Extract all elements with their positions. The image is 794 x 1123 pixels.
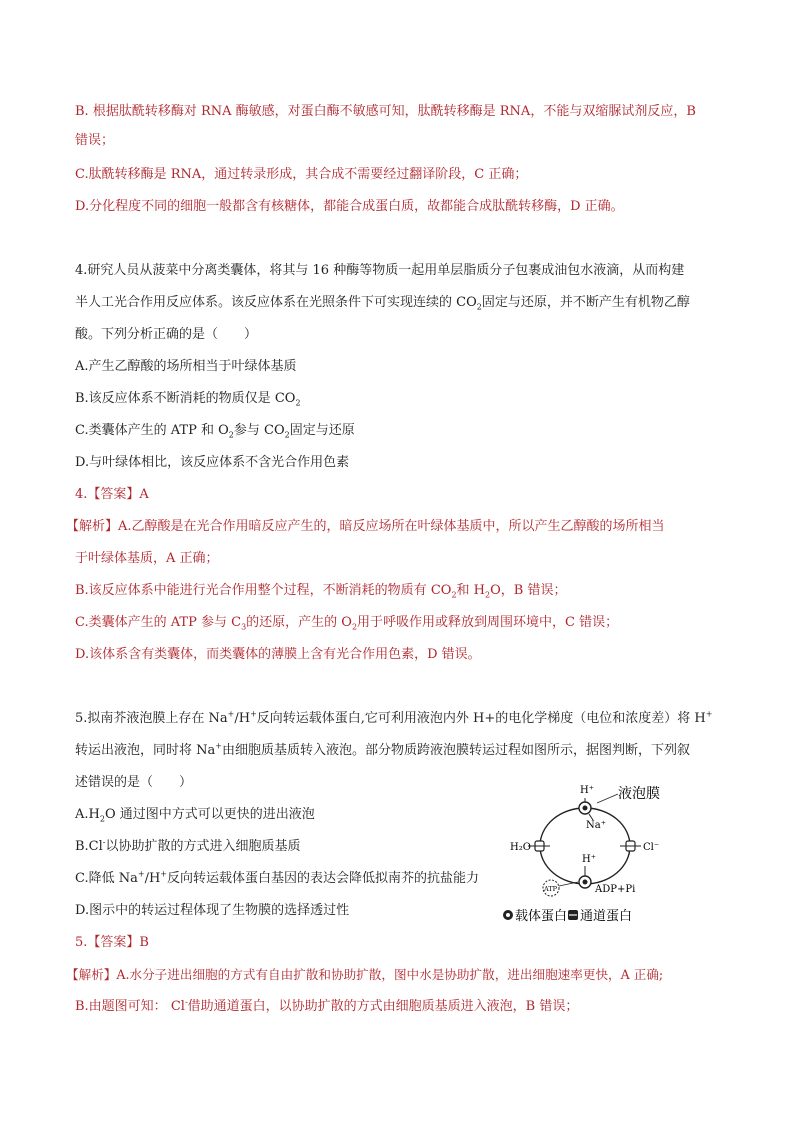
na-ion-label: Na⁺ — [586, 820, 606, 831]
bottom-carrier-protein-icon — [579, 866, 591, 888]
atp-arrow — [559, 882, 578, 886]
legend-carrier-label: 载体蛋白 — [515, 909, 568, 924]
q5-explanation-a: 【解析】A.水分子进出细胞的方式有自由扩散和协助扩散，图中水是协助扩散，进出细胞速率更快，A 正确; — [66, 967, 664, 982]
q3-option-c: C.肽酰转移酶是 RNA，通过转录形成，其合成不需要经过翻译阶段，C 正确； — [75, 167, 528, 182]
q5-option-b: B.Cl-以协助扩散的方式进入细胞质基质 — [75, 837, 301, 854]
q4-stem-line3: 酸。下列分析正确的是（ ） — [75, 327, 258, 342]
q4-answer: 4.【答案】A — [75, 487, 149, 502]
q4-explanation-d: D.该体系含有类囊体，而类囊体的薄膜上含有光合作用色素，D 错误。 — [75, 647, 481, 662]
q4-explanation-c: C.类囊体产生的 ATP 参与 $C_3$的还原，产生的 $O_2$用于呼吸作用或释放到周围环境中，C 错误； — [75, 615, 619, 632]
h2o-label: H₂O — [510, 842, 531, 853]
q4-stem-line1: 4.研究人员从菠菜中分离类囊体，将其与 16 种酶等物质一起用单层脂质分子包裹成油包水液滴，从而构建 — [75, 263, 685, 278]
q5-answer: 5.【答案】B — [75, 935, 149, 950]
q4-option-c: C.类囊体产生的 ATP 和 $O_2$参与 $CO_2$固定与还原 — [75, 423, 355, 440]
h-ion-top-label: H⁺ — [580, 785, 594, 796]
q4-explanation-b: B.该反应体系中能进行光合作用整个过程，不断消耗的物质有 $CO_2$和 $H_2O$，B 错误； — [75, 583, 567, 600]
q3-option-b-line1: B. 根据肽酰转移酶对 RNA 酶敏感，对蛋白酶不敏感可知，肽酰转移酶是 RNA，不能与双缩脲试剂反应，B — [75, 104, 696, 119]
vacuole-membrane-label: 液泡膜 — [618, 786, 660, 802]
legend-channel-label: 通道蛋白 — [580, 909, 633, 924]
q5-stem-line2: 转运出液泡，同时将 Na+由细胞质基质转入液泡。部分物质跨液泡膜转运过程如图所示，据图判断，下列叙 — [75, 741, 690, 758]
q5-stem-line1: 5.拟南芥液泡膜上存在 Na+/H+反向转运载体蛋白,它可利用液泡内外 H+的电化学梯度（电位和浓度差）将 H+ — [75, 709, 713, 726]
q5-option-a: $A.H_2O$ 通过图中方式可以更快的进出液泡 — [75, 807, 315, 824]
q3-option-d: D.分化程度不同的细胞一般都含有核糖体，都能合成蛋白质，故都能合成肽酰转移酶，D 正确。 — [75, 199, 624, 214]
left-channel-protein-icon — [528, 841, 550, 851]
legend-channel-icon — [568, 910, 578, 920]
right-channel-protein-icon — [620, 841, 641, 851]
q5-option-c: C.降低 Na+/H+反向转运载体蛋白基因的表达会降低拟南芥的抗盐能力 — [75, 869, 480, 886]
legend-carrier-icon — [503, 910, 513, 920]
q5-explanation-b: B.由题图可知： Cl-借助通道蛋白，以协助扩散的方式由细胞质基质进入液泡，B 错误； — [75, 997, 579, 1014]
atp-gear-icon — [543, 880, 559, 896]
svg-text:ATP: ATP — [544, 885, 558, 893]
q3-option-b-line2: 错误； — [75, 133, 115, 148]
q4-option-a: A.产生乙醇酸的场所相当于叶绿体基质 — [75, 359, 297, 374]
q4-option-b: B.该反应体系不断消耗的物质仅是 $CO_2$ — [75, 391, 301, 408]
q4-explanation-line2: 于叶绿体基质，A 正确； — [75, 551, 219, 566]
membrane-pointer-line — [597, 794, 618, 803]
h-ion-bottom-label: H⁺ — [582, 854, 596, 865]
q5-option-d: D.图示中的转运过程体现了生物膜的选择透过性 — [75, 903, 350, 918]
top-carrier-protein-icon — [579, 798, 593, 820]
q4-option-d: D.与叶绿体相比，该反应体系不含光合作用色素 — [75, 455, 350, 470]
adp-pi-label: ADP+Pi — [595, 884, 636, 895]
q4-explanation-line1: 【解析】A.乙醇酸是在光合作用暗反应产生的，暗反应场所在叶绿体基质中，所以产生乙醇酸的场所相当 — [66, 519, 665, 534]
vacuole-transport-diagram — [500, 776, 710, 926]
cl-ion-label: Cl⁻ — [643, 842, 660, 853]
q4-stem-line2: 半人工光合作用反应体系。该反应体系在光照条件下可实现连续的 $CO_2$固定与还原，并不断产生有机物乙醇 — [75, 295, 690, 312]
q5-stem-line3: 述错误的是（ ） — [75, 775, 193, 790]
